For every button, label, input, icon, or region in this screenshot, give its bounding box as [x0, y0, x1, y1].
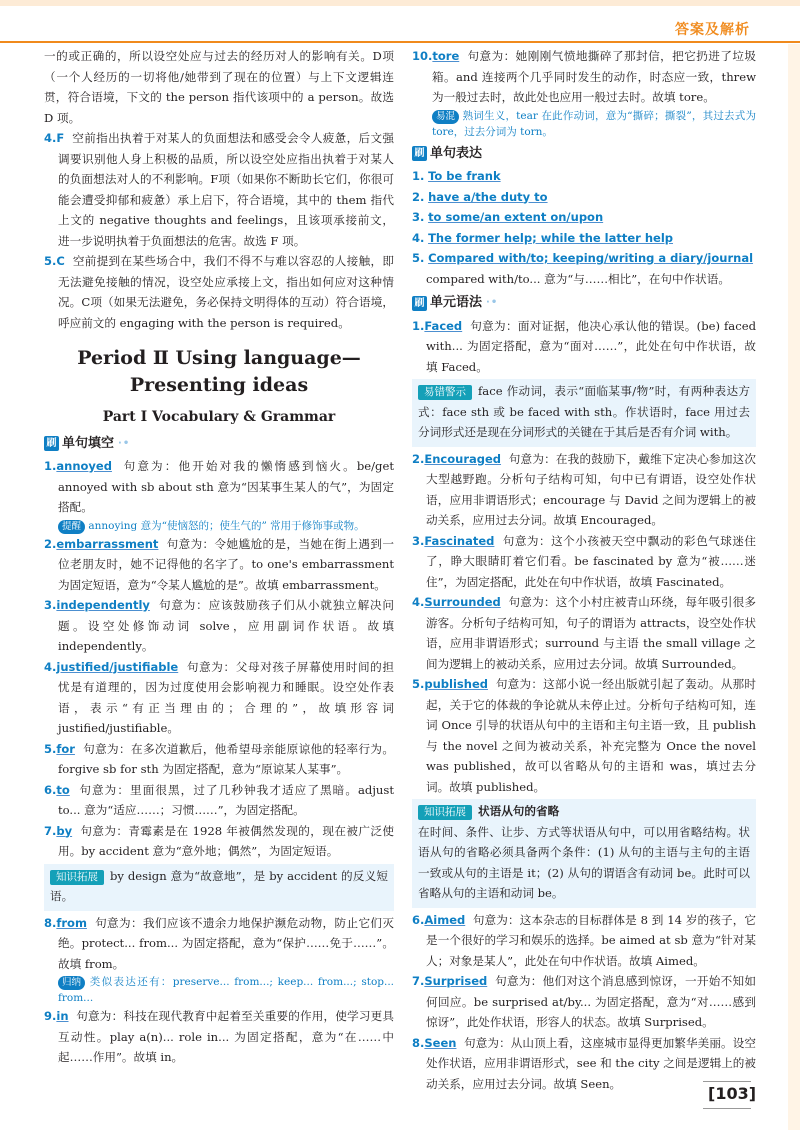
item-explanation: 句意为：我们应该不遗余力地保护濒危动物，防止它们灭绝。protect... from... 为固定搭配，意为“保护……免于……”。故填 from。 — [58, 915, 394, 971]
list-item — [412, 674, 756, 797]
list-item — [44, 821, 394, 862]
item-note — [412, 108, 756, 140]
dots-decoration: ·• — [486, 297, 499, 308]
list-item — [44, 657, 394, 739]
item-answer: tore — [432, 49, 460, 63]
section-title: 单元语法 — [430, 295, 483, 310]
note-text: 熟词生义，tear 在此作动词，意为“撕碎；撕裂”，其过去式为 tore，过去分词为 torn。 — [432, 109, 756, 138]
list-item — [412, 910, 756, 972]
item-answer: independently — [56, 598, 150, 612]
item-number: 8. — [412, 1035, 425, 1050]
note-text: annoying 意为“使恼怒的；使生气的” 常用于修饰事或物。 — [88, 519, 365, 532]
period-title — [44, 345, 394, 399]
item-explanation: 句意为：在我的鼓励下，戴维下定决心参加这次大型越野跑。分析句子结构可知，句中已有谓语，设空处作状语，应用非谓语形式；encourage 与 David 之间为逻辑上的被动关系，应用过去分词。故填 Encouraged。 — [426, 451, 756, 527]
page-number-value: 103 — [715, 1084, 749, 1103]
list-item — [412, 46, 756, 108]
list-item — [44, 913, 394, 975]
list-item — [44, 595, 394, 657]
brush-icon: 刷 — [412, 296, 427, 311]
page-edge-tab — [788, 44, 800, 1130]
left-column — [44, 46, 394, 1068]
header-divider — [0, 41, 800, 43]
list-item — [44, 534, 394, 596]
error-warning — [412, 379, 756, 447]
item-explanation: 句意为：她刚刚气愤地撕碎了那封信，把它扔进了垃圾箱。and 连接两个几乎同时发生的动作，时态应一致，threw 为一般过去时，故此处也应用一般过去时。故填 tore。 — [432, 49, 756, 104]
section-heading-expression — [412, 144, 756, 165]
extension-title: 状语从句的省略 — [478, 804, 560, 818]
list-item — [412, 228, 756, 249]
item-answer: Encouraged — [424, 451, 502, 466]
item-number: 3. — [412, 533, 425, 548]
dots-decoration: ·• — [118, 437, 131, 449]
item-number: 4. — [44, 659, 57, 674]
section-heading-grammar — [412, 293, 756, 314]
item-explanation: 句意为：这部小说一经出版就引起了轰动。从那时起，关于它的体裁的争论就从未停止过。分析句子结构可知，连词 Once 引导的状语从句中的主语和主句主语一致，且 publish 与 the novel 之间为被动关系，补充完整为 Once the novel was published，故可以省略从句的主语和 was，填过去分词。故填 published。 — [426, 677, 756, 794]
item-number: 1. — [412, 318, 425, 333]
item-explanation: 空前提到在某些场合中，我们不得不与难以容忍的人接触，即无法避免接触的情况，设空处应承接上文，指出如何应对这种情况。C项（如果无法避免，务必保持文明得体的互动）符合语境，呼应前文的 engaging with the person is required。 — [58, 254, 394, 330]
part-title: Part Ⅰ Vocabulary & Grammar — [102, 409, 336, 425]
item-answer: justified/justifiable — [56, 659, 179, 674]
item-explanation: 句意为：应该鼓励孩子们从小就独立解决问题。设空处修饰动词 solve，应用副词作状语。故填 independently。 — [58, 598, 394, 653]
list-item — [412, 166, 756, 187]
list-item — [44, 739, 394, 780]
item-explanation: 句意为：他们对这个消息感到惊讶，一开始不知如何回应。be surprised at/by... 为固定搭配，意为“对……感到惊讶”，此处作状语，形容人的状态。故填 Surprised。 — [426, 974, 756, 1029]
item-note — [44, 518, 394, 534]
list-item — [412, 971, 756, 1033]
item-number: 7. — [412, 974, 425, 988]
item-answer: Compared with/to; keeping/writing a diary/journal — [428, 251, 754, 265]
item-explanation: 句意为：令她尴尬的是，当她在街上遇到一位老朋友时，她不记得他的名字了。to one's embarrassment 为固定短语，意为“令某人尴尬的是”。故填 embarrassment。 — [58, 536, 394, 592]
extension-text: by design 意为“故意地”，是 by accident 的反义短语。 — [50, 868, 388, 903]
item-number: 5. — [412, 677, 425, 691]
knowledge-extension — [412, 799, 756, 908]
warning-tag: 易错警示 — [418, 385, 472, 400]
item-explanation: 句意为：里面很黑，过了几秒钟我才适应了黑暗。adjust to... 意为“适应……；习惯……”，为固定搭配。 — [58, 782, 394, 817]
section-title: 单句表达 — [430, 145, 483, 161]
item-answer: F — [56, 131, 65, 145]
item-explanation: 句意为：面对证据，他决心承认他的错误。(be) faced with... 为固定搭配，意为“面对……”，此处在句中作状语，故填 Faced。 — [426, 318, 756, 374]
item-explanation: 句意为：从山顶上看，这座城市显得更加繁华美丽。设空处作状语，应用非谓语形式，see 和 the city 之间是逻辑上的被动关系，应用过去分词。故填 Seen。 — [426, 1035, 756, 1091]
item-answer: Seen — [424, 1035, 457, 1050]
right-column — [412, 46, 756, 1094]
item-number: 2. — [412, 451, 425, 466]
item-explanation: 句意为：这个小孩被天空中飘动的彩色气球迷住了，睁大眼睛盯着它们看。be fascinated by 意为“被……迷住”，为固定搭配，此处在句中作状语，故填 Fascinated。 — [426, 533, 756, 589]
item-answer: Surrounded — [424, 595, 501, 609]
list-item — [44, 456, 394, 518]
period-title-line2: Presenting ideas — [129, 374, 309, 396]
list-item — [44, 780, 394, 821]
extension-tag: 知识拓展 — [418, 805, 472, 820]
item-answer: for — [56, 741, 75, 756]
item-number: 7. — [44, 823, 57, 838]
item-answer: Surprised — [424, 974, 488, 988]
item-number: 5. — [44, 254, 57, 268]
answer-item-5 — [44, 251, 394, 333]
item-answer: To be frank — [428, 169, 501, 183]
item-number: 8. — [44, 915, 57, 930]
item-answer: Faced — [424, 318, 463, 333]
note-badge: 归纳 — [58, 976, 85, 990]
list-item — [412, 449, 756, 531]
list-item — [412, 592, 756, 674]
item-explanation: 句意为：在多次道歉后，他希望母亲能原谅他的轻率行为。forgive sb for sth 为固定搭配，意为“原谅某人某事”。 — [58, 741, 394, 776]
item-number: 9. — [44, 1009, 57, 1023]
item-number: 4. — [412, 595, 425, 609]
item-explanation: 空前指出执着于对某人的负面想法和感受会令人疲惫，后文强调要识别他人身上积极的品质，所以设空处应指出执着于对某人的负面想法对人的不利影响。F项（如果你不断助长它们，你很可能会遭受抑郁和疲惫）承上启下，符合语境，其中的 them 指代上文的 negative thoughts and feelings，且该项承接前文，进一步说明执着于负面想法的危害。故选 F 项。 — [58, 131, 394, 248]
item-number: 5. — [44, 741, 57, 756]
knowledge-extension — [44, 864, 394, 911]
item-number: 4. — [44, 131, 57, 145]
note-badge: 易混 — [432, 110, 459, 124]
page-header — [0, 0, 800, 40]
item-number: 1. — [412, 169, 425, 183]
intro-paragraph: 一的或正确的，所以设空处应与过去的经历对人的影响有关。D项（一个人经历的一切将他/她带到了现在的位置）与上下文逻辑连贯，符合语境，下文的 the person 指代该项中的 a person。故选 D 项。 — [44, 49, 394, 125]
item-number: 3. — [412, 210, 425, 224]
item-number: 10. — [412, 49, 433, 63]
item-answer: embarrassment — [56, 536, 159, 551]
item-answer: Fascinated — [424, 533, 495, 548]
item-answer: C — [56, 254, 65, 268]
item-number: 3. — [44, 598, 57, 612]
item-explanation: 句意为：科技在现代教育中起着至关重要的作用，使学习更具互动性。play a(n)... role in... 为固定搭配，意为“在……中起……作用”。故填 in。 — [58, 1009, 394, 1064]
item-number: 2. — [412, 189, 425, 204]
item-number: 4. — [412, 230, 425, 245]
item-explanation: 句意为：这本杂志的目标群体是 8 到 14 岁的孩子，它是一个很好的学习和娱乐的选择。be aimed at sb 意为“针对某人；对象是某人”，此处在句中作状语。故填 Aimed。 — [426, 912, 756, 968]
item-answer: published — [424, 677, 488, 691]
item-number: 1. — [44, 459, 57, 473]
item-answer: Aimed — [424, 912, 466, 927]
list-item — [412, 531, 756, 593]
header-strip — [0, 0, 800, 6]
list-item — [412, 248, 756, 269]
expression-note: compared with/to... 意为“与……相比”，在句中作状语。 — [426, 271, 730, 286]
list-item — [412, 187, 756, 208]
item-number: 6. — [44, 782, 57, 797]
list-item — [412, 207, 756, 228]
item-number: 6. — [412, 912, 425, 927]
item-answer: to — [56, 782, 70, 797]
item-answer: from — [56, 915, 87, 930]
item-explanation: 句意为：他开始对我的懒惰感到恼火。be/get annoyed with sb about sth 意为“因某事生某人的气”，为固定搭配。 — [58, 459, 395, 514]
warning-text: face 作动词，表示“面临某事/物”时，有两种表达方式：face sth 或 be faced with sth。作状语时，face 用过去分词形式还是现在分词形式的关键在于其后是否有介词 with。 — [418, 384, 750, 439]
header-title: 答案及解析 — [675, 22, 750, 38]
list-item — [412, 316, 756, 378]
list-item — [44, 1006, 394, 1068]
period-title-line1: Period Ⅱ Using language— — [77, 347, 361, 369]
item-explanation: 句意为：这个小村庄被青山环绕，每年吸引很多游客。分析句子结构可知，句子的谓语为 attracts，设空处作状语，应用非谓语形式；surround 与主语 the small village 之间为逻辑上的被动关系，应用过去分词。故填 Surrounded。 — [426, 595, 756, 671]
item-explanation: 句意为：青霉素是在 1928 年被偶然发现的，现在被广泛使用。by accident 意为“意外地；偶然”，为固定短语。 — [58, 823, 394, 858]
answer-item-4 — [44, 128, 394, 251]
item-number: 2. — [44, 536, 57, 551]
item-answer: to some/an extent on/upon — [428, 210, 604, 224]
item-explanation: 句意为：父母对孩子屏幕使用时间的担忧是有道理的，因为过度使用会影响视力和睡眠。设空处作表语，表示“有正当理由的；合理的”，故填形容词 justified/justifiable。 — [58, 659, 394, 735]
item-number: 5. — [412, 251, 425, 265]
brush-icon: 刷 — [412, 146, 427, 161]
item-answer: The former help; while the latter help — [428, 230, 674, 245]
brush-icon: 刷 — [44, 436, 59, 451]
item-answer: annoyed — [56, 459, 112, 473]
extension-text: 在时间、条件、让步、方式等状语从句中，可以用省略结构。状语从句的省略必须具备两个条件：(1) 从句的主语与主句的主语一致或从句的主语是 it；(2) 从句的谓语含有动词 be。此时可以省略从句的主语和动词 be。 — [418, 824, 750, 900]
extension-tag: 知识拓展 — [50, 870, 104, 885]
section-title: 单句填空 — [62, 435, 115, 451]
note-badge: 提醒 — [58, 520, 85, 534]
page-number: [103] — [708, 1084, 757, 1103]
item-answer: in — [56, 1009, 69, 1023]
item-answer: by — [56, 823, 73, 838]
item-answer: have a/the duty to — [428, 189, 548, 204]
item-note — [44, 974, 394, 1006]
section-heading-fill-in — [44, 434, 394, 455]
note-text: 类似表达还有：preserve... from...; keep... from...; stop... from... — [58, 976, 395, 1004]
